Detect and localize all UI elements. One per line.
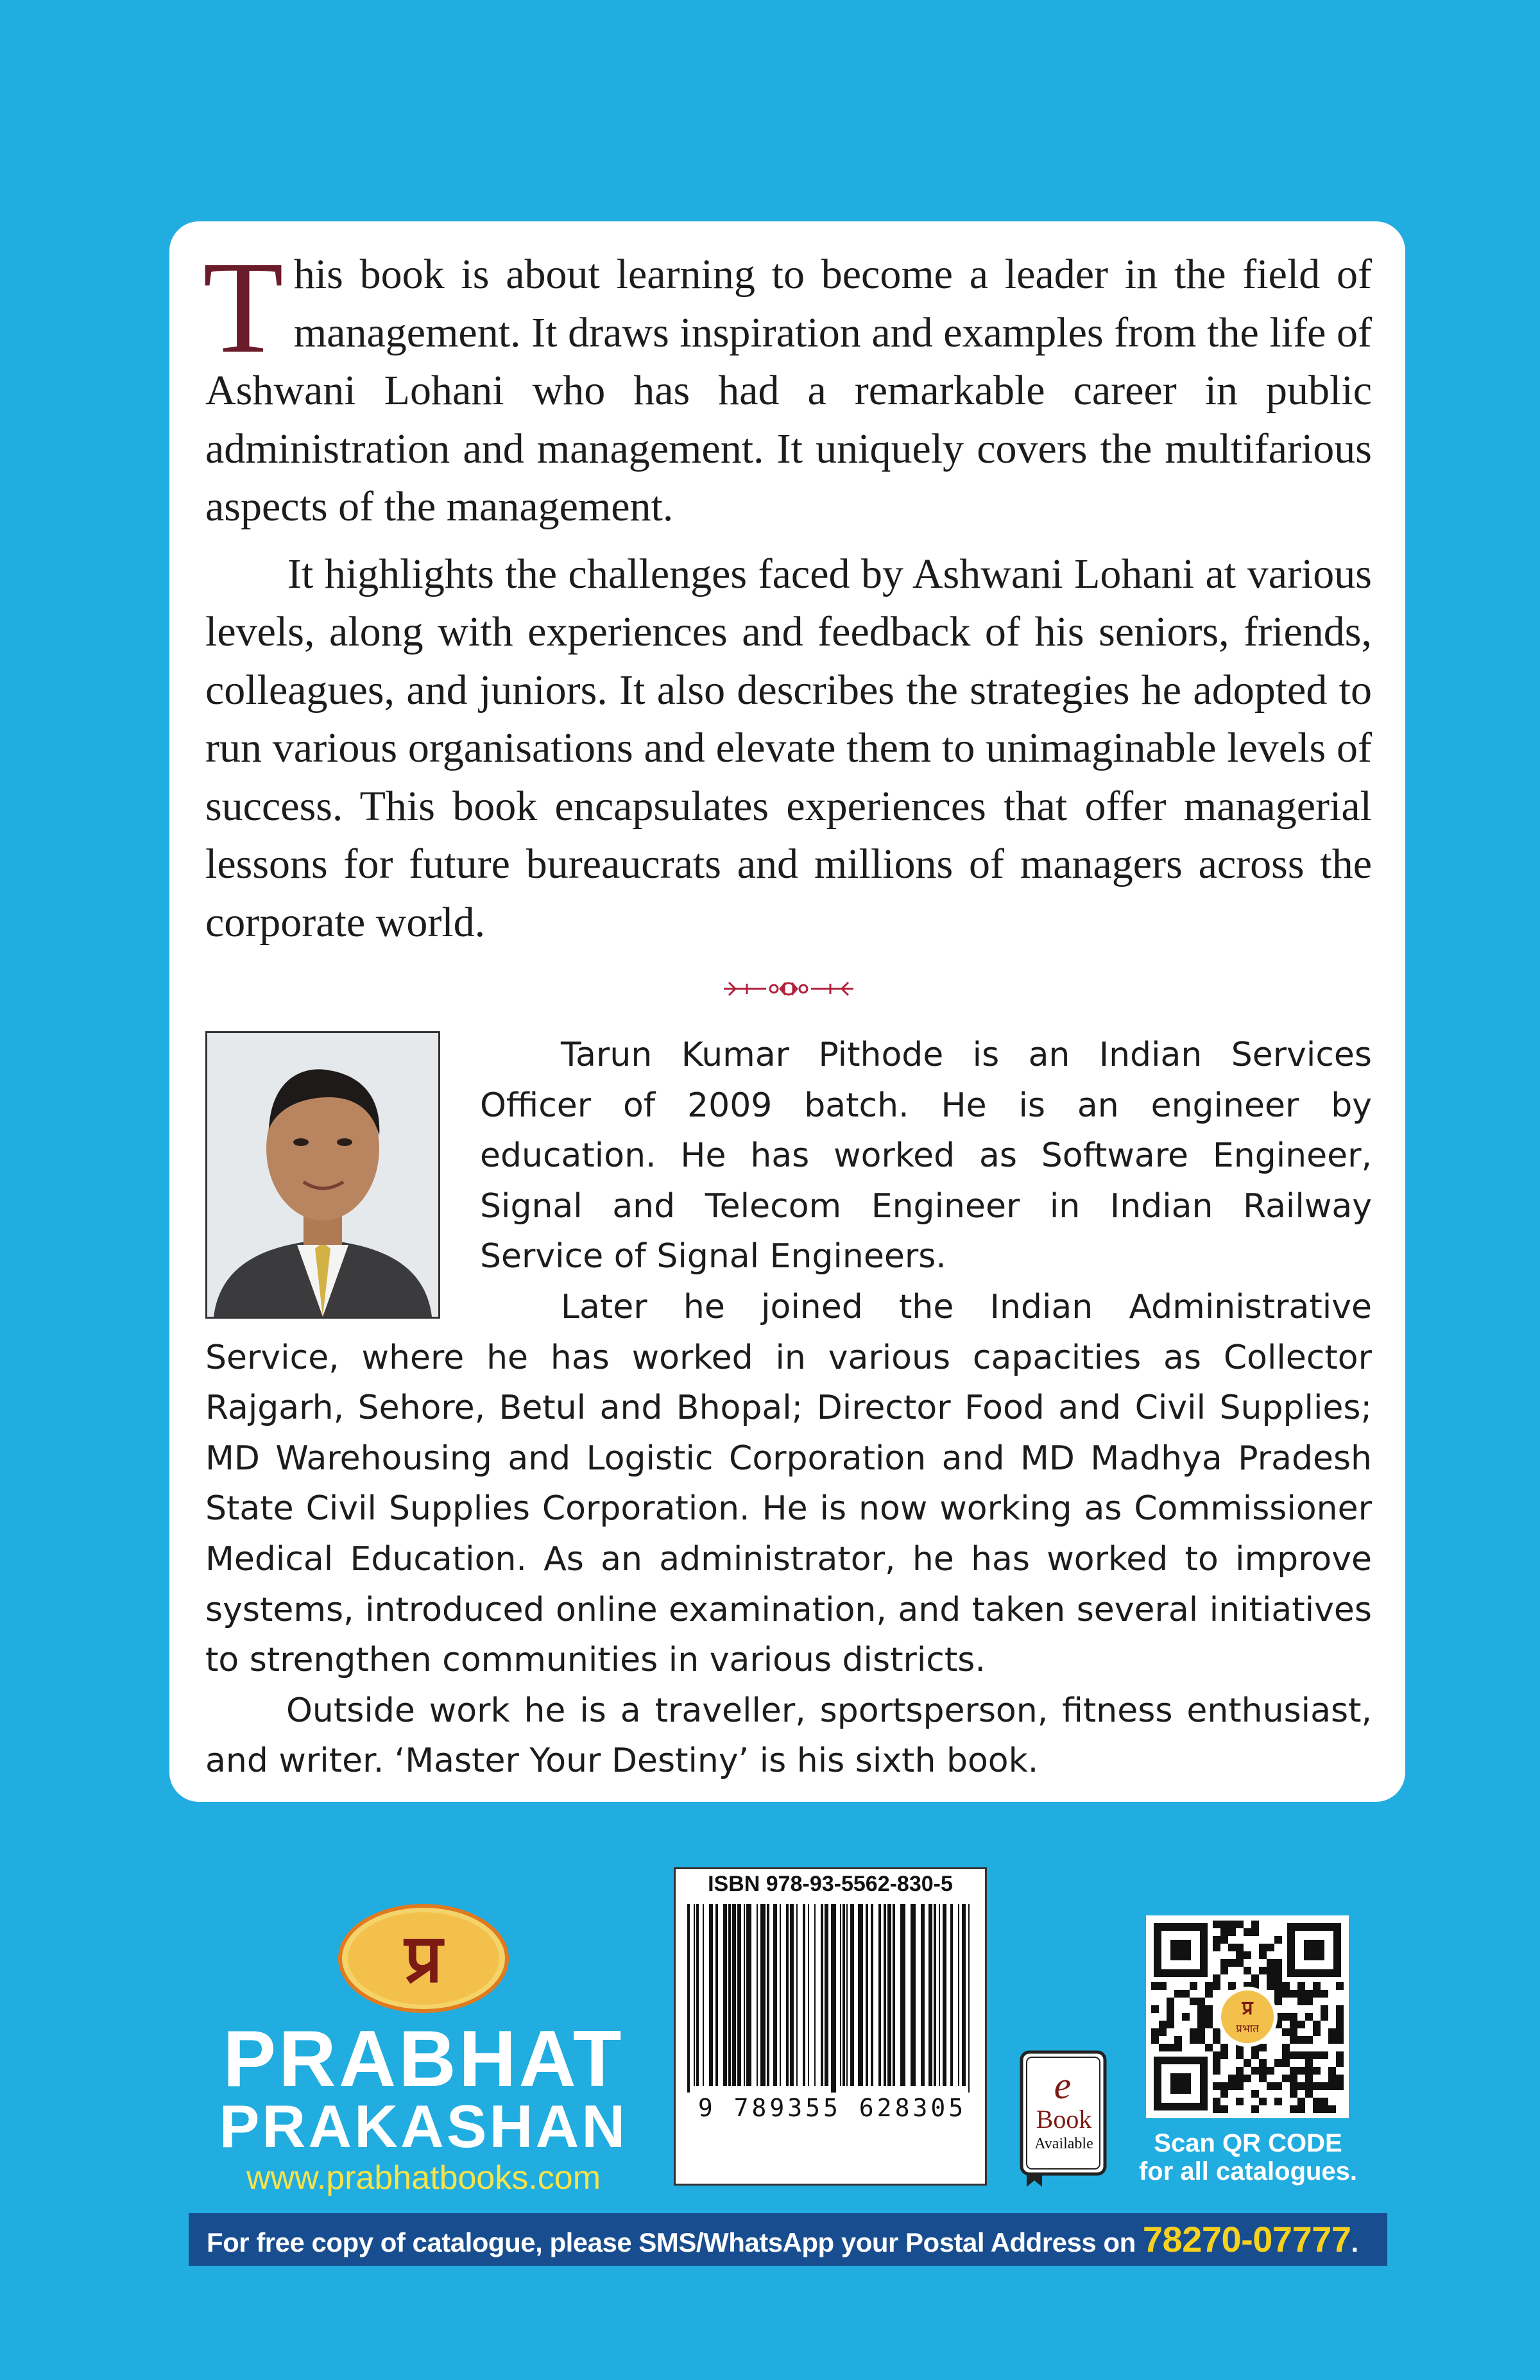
qr-module — [1274, 2082, 1282, 2090]
qr-module — [1190, 2036, 1197, 2044]
qr-module — [1274, 1990, 1282, 1998]
qr-module — [1290, 2105, 1297, 2113]
qr-module — [1182, 2013, 1190, 2021]
footer-text: For free copy of catalogue, please SMS/WhatsApp your Postal Address on — [207, 2227, 1143, 2257]
barcode-bar — [843, 1904, 845, 2086]
ebook-available-text: Available — [1034, 2136, 1093, 2152]
qr-module — [1220, 2044, 1228, 2051]
barcode-bar — [921, 1904, 925, 2086]
qr-module — [1236, 1959, 1244, 1967]
qr-module — [1167, 2013, 1174, 2021]
qr-module — [1313, 2098, 1321, 2105]
qr-module — [1336, 2051, 1344, 2059]
qr-module — [1290, 2067, 1297, 2075]
qr-module — [1274, 1974, 1282, 1982]
barcode-bar — [723, 1904, 727, 2086]
qr-module — [1251, 1928, 1259, 1936]
barcode-bar — [871, 1904, 873, 2086]
barcode-bar — [808, 1904, 809, 2086]
qr-module — [1236, 1921, 1244, 1928]
qr-module — [1174, 2036, 1182, 2044]
barcode-bar — [900, 1904, 905, 2086]
qr-module — [1213, 2098, 1220, 2105]
qr-module — [1297, 2051, 1305, 2059]
barcode-bar — [767, 1904, 769, 2086]
qr-module — [1259, 2098, 1267, 2105]
qr-code-icon — [1146, 1915, 1349, 2118]
barcode-bar — [934, 1904, 936, 2086]
qr-module — [1313, 2028, 1321, 2036]
barcode-bar — [911, 1904, 916, 2086]
qr-module — [1151, 1982, 1159, 1990]
qr-module — [1290, 2021, 1297, 2028]
qr-module — [1205, 2013, 1213, 2021]
qr-module — [1167, 2021, 1174, 2028]
qr-module — [1236, 1951, 1244, 1959]
qr-module — [1159, 2021, 1167, 2028]
qr-module — [1190, 1998, 1197, 2005]
publisher-name-line2: PRAKASHAN — [219, 2093, 628, 2160]
qr-module — [1167, 2044, 1174, 2051]
barcode-bar — [780, 1904, 781, 2086]
qr-module — [1244, 2075, 1251, 2082]
qr-module — [1213, 2028, 1220, 2036]
qr-module — [1228, 1959, 1236, 1967]
qr-module — [1267, 1967, 1274, 1974]
qr-module — [1251, 2105, 1259, 2113]
qr-module — [1328, 2036, 1336, 2044]
qr-module — [1313, 2082, 1321, 2090]
qr-module — [1336, 2075, 1344, 2082]
qr-module — [1228, 1921, 1236, 1928]
barcode-bar — [878, 1904, 881, 2086]
qr-module — [1220, 1921, 1228, 1928]
qr-module — [1220, 1967, 1228, 1974]
qr-module — [1213, 2105, 1220, 2113]
qr-module — [1220, 1959, 1228, 1967]
qr-module — [1328, 2067, 1336, 2075]
qr-module — [1236, 2051, 1244, 2059]
qr-module — [1305, 1998, 1313, 2005]
barcode-bar — [732, 1904, 736, 2086]
qr-module — [1328, 2028, 1336, 2036]
qr-module — [1197, 2021, 1205, 2028]
qr-module — [1236, 2075, 1244, 2082]
qr-module — [1290, 2075, 1297, 2082]
qr-module — [1313, 2051, 1321, 2059]
publisher-logo — [218, 1899, 629, 2195]
qr-module — [1205, 2044, 1213, 2051]
qr-module — [1328, 2075, 1336, 2082]
qr-module — [1251, 2067, 1259, 2075]
qr-module — [1282, 1990, 1290, 1998]
qr-module — [1213, 2059, 1220, 2067]
qr-module — [1282, 2075, 1290, 2082]
qr-module — [1336, 2036, 1344, 2044]
footer-phone-number[interactable]: 78270-07777 — [1142, 2219, 1351, 2259]
qr-module — [1290, 1990, 1297, 1998]
barcode-bar — [803, 1904, 805, 2086]
barcode-bar — [694, 1904, 695, 2086]
qr-module — [1290, 2036, 1297, 2044]
qr-module — [1282, 2059, 1290, 2067]
qr-module — [1259, 1951, 1267, 1959]
qr-module — [1290, 2090, 1297, 2098]
qr-module — [1197, 2036, 1205, 2044]
qr-module — [1321, 2051, 1328, 2059]
barcode-bar — [814, 1904, 816, 2086]
qr-module — [1336, 1982, 1344, 1990]
qr-module — [1313, 1990, 1321, 1998]
qr-module — [1267, 2067, 1274, 2075]
ornament-divider-icon — [205, 976, 1372, 1007]
qr-module — [1197, 2013, 1205, 2021]
qr-module — [1213, 2067, 1220, 2075]
qr-module — [1305, 2036, 1313, 2044]
qr-module — [1336, 2021, 1344, 2028]
blurb-text-1: his book is about learning to become a leader in the field of management. It draws inspiration and examples from the life of Ashwani Lohani who has had a remarkable career in public administration and management. It uniquely covers the multifarious aspects of the management. — [205, 251, 1372, 530]
bio-paragraph-2: Later he joined the Indian Administrative Service, where he has worked in various capacities as Collector Rajgarh, Sehore, Betul and Bhopal; Director Food and Civil Supplies; MD Warehousing and Logistic Corporation and MD Madhya Pradesh State Civil Supplies Corporation. He is now working as Commissioner Medical Education. As an administrator, he has worked to improve systems, introduced online examination, and taken several initiatives to strengthen communities in various districts. — [205, 1287, 1372, 1680]
qr-module — [1297, 2067, 1305, 2075]
qr-module — [1236, 2098, 1244, 2105]
qr-module — [1167, 2005, 1174, 2013]
qr-module — [1197, 2028, 1205, 2036]
author-photo — [205, 1031, 440, 1319]
qr-module — [1297, 2021, 1305, 2028]
barcode-bar — [866, 1904, 868, 2086]
qr-module — [1236, 2082, 1244, 2090]
qr-module — [1251, 1921, 1259, 1928]
qr-module — [1282, 2028, 1290, 2036]
publisher-emblem-icon — [218, 1899, 629, 2015]
barcode-bar — [887, 1904, 891, 2086]
qr-module — [1182, 1990, 1190, 1998]
barcode-bar — [884, 1904, 886, 2086]
qr-module — [1267, 1974, 1274, 1982]
qr-module — [1274, 1982, 1282, 1990]
bio-paragraph-3: Outside work he is a traveller, sportsperson, fitness enthusiast, and writer. ‘Master Your Destiny’ is his sixth book. — [205, 1691, 1372, 1781]
qr-module — [1213, 1982, 1220, 1990]
barcode-bars-icon — [676, 1900, 985, 2093]
publisher-name-line1: PRABHAT — [223, 2015, 624, 2103]
barcode-bar — [840, 1904, 841, 2086]
qr-module — [1274, 1998, 1282, 2005]
qr-module — [1274, 1936, 1282, 1944]
barcode-bar — [958, 1904, 959, 2086]
barcode-bar — [746, 1904, 751, 2086]
qr-module — [1244, 2059, 1251, 2067]
qr-module — [1336, 2059, 1344, 2067]
barcode-bar — [943, 1904, 946, 2086]
qr-module — [1321, 2005, 1328, 2013]
qr-module — [1167, 1998, 1174, 2005]
qr-module — [1297, 2082, 1305, 2090]
qr-center-word: प्रभात — [1236, 2023, 1259, 2035]
barcode-bar — [790, 1904, 794, 2086]
qr-module — [1336, 2082, 1344, 2090]
qr-module — [1259, 1967, 1267, 1974]
qr-module — [1213, 1936, 1220, 1944]
description-panel — [169, 221, 1405, 1802]
barcode-bar — [760, 1904, 766, 2086]
qr-module — [1313, 1982, 1321, 1990]
barcode-bar — [821, 1904, 823, 2086]
qr-module — [1205, 2005, 1213, 2013]
qr-module — [1297, 2036, 1305, 2044]
barcode-bar — [962, 1904, 966, 2086]
qr-module — [1151, 2005, 1159, 2013]
qr-module — [1159, 2028, 1167, 2036]
qr-module — [1151, 2028, 1159, 2036]
qr-module — [1267, 1959, 1274, 1967]
qr-module — [1305, 2082, 1313, 2090]
qr-module — [1267, 2082, 1274, 2090]
svg-text:e: e — [1054, 2064, 1072, 2107]
qr-module — [1236, 1944, 1244, 1951]
publisher-website[interactable]: www.prabhatbooks.com — [246, 2159, 601, 2196]
drop-cap: T — [203, 234, 284, 381]
qr-module — [1259, 2067, 1267, 2075]
qr-module — [1205, 1982, 1213, 1990]
ebook-word: Book — [1036, 2105, 1092, 2134]
qr-module — [1251, 2051, 1259, 2059]
barcode-bar — [703, 1904, 704, 2086]
barcode-bar — [773, 1904, 777, 2086]
qr-module — [1259, 2044, 1267, 2051]
footer-banner — [189, 2213, 1387, 2266]
qr-module — [1321, 2082, 1328, 2090]
qr-code[interactable] — [1146, 1915, 1349, 2118]
publisher-logo-glyph: प्र — [404, 1919, 443, 1998]
barcode-bar — [728, 1904, 731, 2086]
qr-module — [1305, 2013, 1313, 2021]
qr-module — [1313, 2021, 1321, 2028]
qr-module — [1205, 2021, 1213, 2028]
qr-module — [1274, 1959, 1282, 1967]
qr-module — [1190, 2028, 1197, 2036]
qr-module — [1282, 1982, 1290, 1990]
barcode-bar — [796, 1904, 798, 2086]
qr-module — [1220, 2090, 1228, 2098]
qr-module — [1259, 2075, 1267, 2082]
qr-module — [1213, 2051, 1220, 2059]
qr-module — [1220, 2051, 1228, 2059]
barcode-bar — [715, 1904, 718, 2086]
qr-module — [1282, 2051, 1290, 2059]
qr-center-glyph: प्र — [1242, 1997, 1253, 2019]
qr-module — [1190, 1982, 1197, 1990]
barcode-bar — [737, 1904, 741, 2086]
barcode-bar — [893, 1904, 895, 2086]
qr-module — [1251, 1974, 1259, 1982]
qr-module — [1336, 2005, 1344, 2013]
qr-module — [1174, 2044, 1182, 2051]
barcode-bar — [696, 1904, 699, 2086]
ebook-available-badge — [1015, 2047, 1114, 2189]
footer-suffix: . — [1351, 2227, 1358, 2257]
blurb-paragraph-2: It highlights the challenges faced by Ashwani Lohani at various levels, along with experiences and feedback of his seniors, friends, colleagues, and juniors. It also describes the strategies he adopted to run various organisations and elevate them to unimaginable levels of success. This book encapsulates experiences that offer managerial lessons for future bureaucrats and millions of managers across the corporate world. — [205, 550, 1372, 946]
qr-module — [1297, 2105, 1305, 2113]
qr-module — [1274, 1967, 1282, 1974]
qr-module — [1313, 2067, 1321, 2075]
qr-module — [1220, 2082, 1228, 2090]
barcode-bar — [968, 1904, 970, 2093]
barcode-bar — [831, 1904, 836, 2093]
qr-module — [1197, 1998, 1205, 2005]
qr-module — [1297, 2098, 1305, 2105]
qr-module — [1282, 2044, 1290, 2051]
qr-module — [1321, 1990, 1328, 1998]
qr-module — [1220, 1936, 1228, 1944]
isbn-label: ISBN 978-93-5562-830-5 — [708, 1872, 953, 1896]
barcode-bar — [786, 1904, 789, 2086]
qr-module — [1313, 2105, 1321, 2113]
qr-module — [1321, 2105, 1328, 2113]
qr-module — [1336, 2028, 1344, 2036]
qr-module — [1220, 2105, 1228, 2113]
ean-digits: 9 789355 628305 — [697, 2094, 967, 2122]
qr-caption-line2: for all catalogues. — [1138, 2157, 1358, 2186]
isbn-barcode — [674, 1867, 987, 2186]
qr-module — [1205, 1990, 1213, 1998]
qr-module — [1259, 2059, 1267, 2067]
qr-module — [1267, 1944, 1274, 1951]
qr-module — [1213, 1974, 1220, 1982]
qr-module — [1305, 1990, 1313, 1998]
qr-module — [1267, 1982, 1274, 1990]
qr-module — [1228, 1982, 1236, 1990]
qr-module — [1297, 1998, 1305, 2005]
qr-caption-line1: Scan QR CODE — [1154, 2129, 1342, 2157]
qr-module — [1290, 2013, 1297, 2021]
blurb-paragraph-1 — [203, 234, 1372, 536]
qr-module — [1228, 1928, 1236, 1936]
qr-module — [1297, 1982, 1305, 1990]
qr-module — [1305, 2051, 1313, 2059]
qr-module — [1213, 2082, 1220, 2090]
qr-module — [1251, 2090, 1259, 2098]
qr-module — [1282, 2013, 1290, 2021]
qr-module — [1228, 2075, 1236, 2082]
barcode-bar — [928, 1904, 932, 2086]
qr-module — [1213, 2036, 1220, 2044]
barcode-bar — [939, 1904, 940, 2086]
barcode-bar — [950, 1904, 953, 2086]
bio-paragraph-1: Tarun Kumar Pithode is an Indian Services Officer of 2009 batch. He is an engineer by education. He has worked as Software Engineer, Signal and Telecom Engineer in Indian Railway Service of Signal Engineers. — [480, 1036, 1372, 1276]
qr-module — [1197, 2005, 1205, 2013]
qr-module — [1290, 2082, 1297, 2090]
qr-module — [1305, 2059, 1313, 2067]
qr-module — [1151, 2036, 1159, 2044]
qr-module — [1321, 2013, 1328, 2021]
qr-module — [1244, 1928, 1251, 1936]
qr-module — [1328, 2105, 1336, 2113]
qr-module — [1274, 2059, 1282, 2067]
qr-module — [1174, 1990, 1182, 1998]
qr-module — [1228, 1944, 1236, 1951]
qr-module — [1328, 2082, 1336, 2090]
qr-module — [1297, 1990, 1305, 1998]
barcode-bar — [687, 1904, 690, 2093]
author-bio — [205, 1030, 1372, 1786]
barcode-bar — [744, 1904, 745, 2086]
qr-module — [1159, 2044, 1167, 2051]
qr-module — [1336, 2013, 1344, 2021]
barcode-bar — [757, 1904, 758, 2086]
qr-module — [1321, 2098, 1328, 2105]
qr-module — [1290, 2028, 1297, 2036]
qr-module — [1244, 1967, 1251, 1974]
qr-module — [1236, 2067, 1244, 2075]
qr-module — [1159, 1982, 1167, 1990]
qr-module — [1213, 1921, 1220, 1928]
qr-module — [1305, 2090, 1313, 2098]
qr-module — [1305, 2075, 1313, 2082]
barcode-bar — [846, 1904, 848, 2086]
qr-module — [1213, 1944, 1220, 1951]
qr-module — [1244, 1951, 1251, 1959]
barcode-bar — [858, 1904, 863, 2086]
qr-module — [1274, 2098, 1282, 2105]
qr-module — [1305, 2067, 1313, 2075]
qr-module — [1259, 1944, 1267, 1951]
barcode-bar — [850, 1904, 854, 2086]
qr-module — [1220, 1928, 1228, 1936]
qr-module — [1228, 2082, 1236, 2090]
qr-module — [1290, 2051, 1297, 2059]
barcode-bar — [825, 1904, 828, 2086]
barcode-bar — [709, 1904, 713, 2086]
